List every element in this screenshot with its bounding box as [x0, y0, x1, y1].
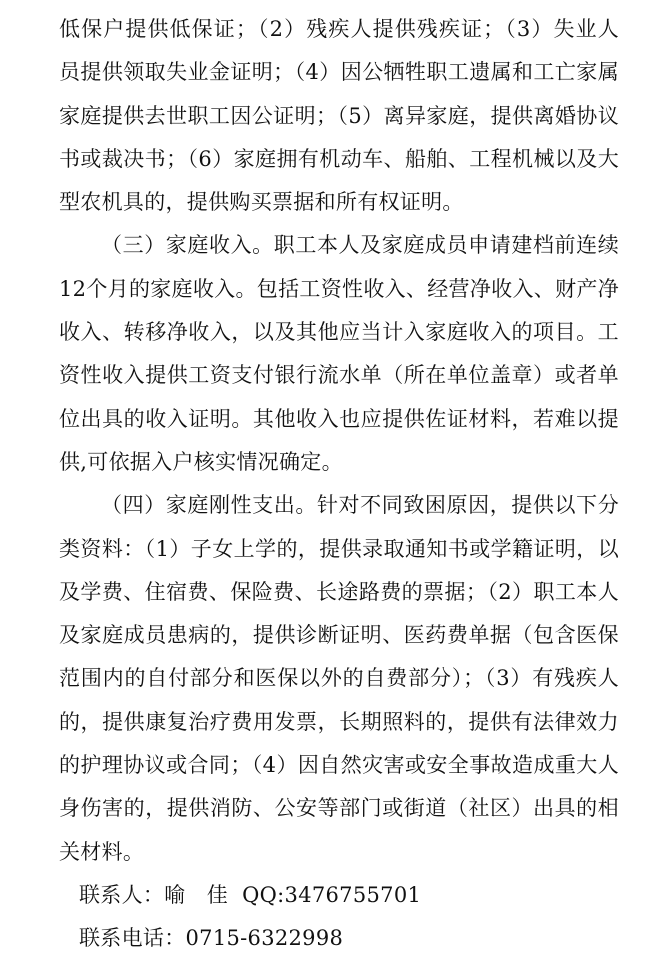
phone-label: 联系电话：: [79, 926, 186, 951]
phone-number: 0715-6322998: [185, 926, 344, 951]
contact-phone-line: [59, 917, 619, 960]
paragraph-supporting-materials: 低保户提供低保证；（2）残疾人提供残疾证；（3）失业人员提供领取失业金证明；（4）因公牺牲职工遗属和工亡家属家庭提供去世职工因公证明；（5）离异家庭，提供离婚协议书或裁决书；（6）家庭拥有机动车、船舶、工程机械以及大型农机具的，提供购买票据和所有权证明。: [59, 17, 619, 215]
contact-person-label: 联系人：: [79, 882, 165, 907]
contact-person-line: [59, 874, 619, 917]
paragraph-rigid-expenditure: （四）家庭刚性支出。针对不同致困原因，提供以下分类资料：（1）子女上学的，提供录取通知书或学籍证明，以及学费、住宿费、保险费、长途路费的票据；（2）职工本人及家庭成员患病的，提供诊断证明、医药费单据（包含医保范围内的自付部分和医保以外的自费部分）；（3）有残疾人的，提供康复治疗费用发票，长期照料的，提供有法律效力的护理协议或合同；（4）因自然灾害或安全事故造成重大人身伤害的，提供消防、公安等部门或街道（社区）出具的相关材料。: [59, 493, 619, 864]
document-body: [59, 8, 619, 961]
qq-number: 3476755701: [284, 882, 422, 907]
paragraph-family-income: （三）家庭收入。职工本人及家庭成员申请建档前连续12个月的家庭收入。包括工资性收入、经营净收入、财产净收入、转移净收入，以及其他应当计入家庭收入的项目。工资性收入提供工资支付银行流水单（所在单位盖章）或者单位出具的收入证明。其他收入也应提供佐证材料，若难以提供,可依据入户核实情况确定。: [59, 233, 619, 474]
contact-person-name: 喻 佳: [164, 882, 229, 907]
qq-label: QQ:: [242, 882, 285, 907]
